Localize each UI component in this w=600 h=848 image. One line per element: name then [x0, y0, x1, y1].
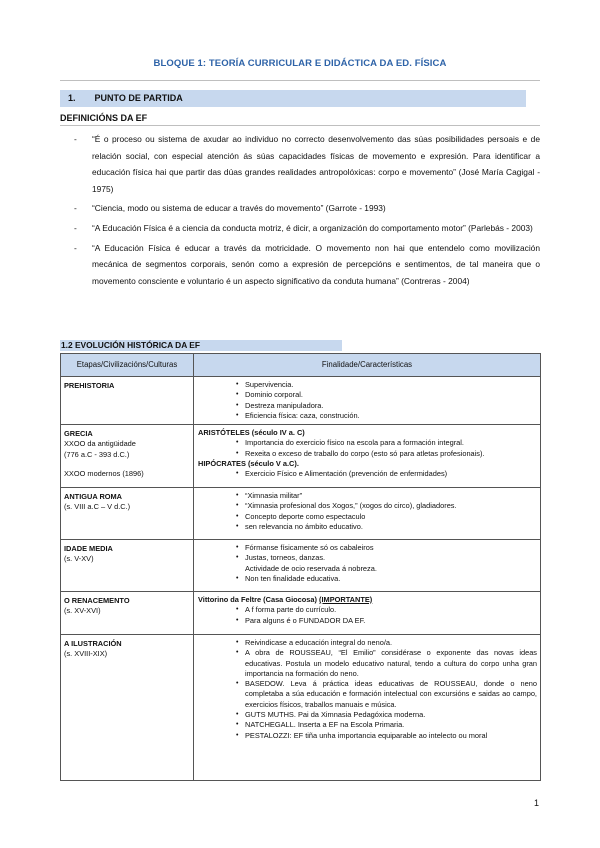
era-dates: (776 a.C - 393 d.C.) — [64, 449, 130, 459]
era-cell — [61, 488, 194, 540]
list-item: • Importancia do exercicio físico na escola para a formación integral. — [198, 438, 537, 448]
list-item: • NATCHEGALL. Inserta a EF na Escola Primaria. — [198, 720, 537, 730]
table-row — [61, 377, 541, 425]
list-item: • Eficiencia física: caza, construción. — [198, 411, 537, 421]
list-item-continuation: Actividade de ocio reservada á nobreza. — [245, 563, 377, 573]
bullet-list — [198, 469, 537, 479]
dash-marker: - — [74, 242, 77, 253]
characteristics-cell — [194, 488, 541, 540]
era-cell — [61, 635, 194, 781]
figure-heading — [198, 595, 537, 605]
column-header: Finalidade/Características — [194, 354, 541, 377]
list-item: • Fórmanse físicamente só os cabaleiros — [198, 543, 537, 553]
section-heading — [60, 90, 526, 107]
list-item: • PESTALOZZI: EF tiña unha importancia equiparable ao intelecto ou moral — [198, 731, 537, 741]
table-row — [61, 592, 541, 635]
table-row — [61, 540, 541, 592]
list-item: • Supervivencia. — [198, 380, 537, 390]
bullet-list — [198, 380, 537, 421]
era-dates: (s. VIII a.C – V d.C.) — [64, 502, 131, 512]
list-item: • Reivindicase a educación integral do neno/a. — [198, 638, 537, 648]
bullet-list — [198, 543, 537, 584]
page-number: 1 — [534, 798, 540, 808]
figure-heading: ARISTÓTELES (século IV a. C) — [198, 428, 305, 437]
list-item: • Destreza manipuladora. — [198, 401, 537, 411]
definitions-list — [74, 131, 540, 292]
characteristics-cell — [194, 377, 541, 425]
bullet-list — [198, 638, 537, 741]
era-cell — [61, 540, 194, 592]
bullet-list — [198, 438, 537, 459]
figure-heading: HIPÓCRATES (século V a.C). — [198, 458, 299, 468]
era-cell — [61, 425, 194, 488]
era-cell — [61, 592, 194, 635]
list-item: • GUTS MUTHS. Pai da Ximnasia Pedagóxica moderna. — [198, 710, 537, 720]
characteristics-cell — [194, 592, 541, 635]
important-tag: (IMPORTANTE) — [319, 595, 373, 604]
era-cell — [61, 377, 194, 425]
dash-marker: - — [74, 222, 77, 233]
spacer — [64, 460, 190, 469]
definition-text: “A Educación Física é educar a través da motricidade. O movemento non hai que entendelo como movilización mecánica de segmentos corporais, senón como a expresión de percepcións e sentimentos, de tal maneira que o movemento consciente e voluntario é un aspecto significativo da conduta humana” (Contreras - 2004) — [92, 242, 540, 286]
list-item: • A f forma parte do currículo. — [198, 605, 537, 615]
bullet-list — [198, 491, 537, 532]
era-name: ANTIGUA ROMA — [64, 492, 123, 501]
era-subtitle: XXOO da antigüidade — [64, 439, 136, 449]
section-number: 1. — [68, 93, 76, 103]
list-item: • Justas, torneos, danzas. — [198, 553, 537, 563]
title-divider — [60, 80, 540, 81]
definition-item — [74, 131, 540, 197]
list-item: • Para alguns é o FUNDADOR DA EF. — [198, 616, 537, 626]
history-table — [60, 353, 541, 781]
list-item: • A obra de ROUSSEAU, “El Emilio” considérase o exponente das novas ideas educativas. Postula un modelo educativo natural, tendo a cultura do corpo unha gran importancia na formación do neno. — [198, 648, 537, 679]
figure-name: Vittorino da Feltre (Casa Giocosa) — [198, 595, 317, 604]
list-item: • Rexeita o exceso de traballo do corpo (esto só para atletas profesionais). — [198, 449, 537, 459]
table-row — [61, 635, 541, 781]
table-row — [61, 488, 541, 540]
list-item: • BASEDOW. Leva á práctica ideas educativas de ROUSSEAU, donde o neno completaba a súa educación e formación intelectual con excursións e saidas ao campo, exercicios físicos, traballos manuais e música. — [198, 679, 537, 710]
era-name: GRECIA — [64, 429, 93, 438]
table-header-row — [61, 354, 541, 377]
definitions-heading: DEFINICIÓNS DA EF — [60, 113, 148, 123]
era-dates: (s. XVIII-XIX) — [64, 649, 108, 659]
era-name: IDADE MEDIA — [64, 544, 113, 553]
characteristics-cell — [194, 635, 541, 781]
list-item: • “Ximnasia militar” — [198, 491, 537, 501]
era-subtitle: XXOO modernos (1896) — [64, 468, 144, 478]
list-item: • Non ten finalidade educativa. — [198, 574, 537, 584]
dash-marker: - — [74, 203, 77, 214]
definition-item — [74, 240, 540, 290]
characteristics-cell — [194, 425, 541, 488]
era-name: A ILUSTRACIÓN — [64, 639, 122, 648]
era-dates: (s. XV-XVI) — [64, 606, 101, 616]
era-dates: (s. V-XV) — [64, 554, 94, 564]
era-name: PREHISTORIA — [64, 381, 115, 390]
era-name: O RENACEMENTO — [64, 596, 130, 605]
characteristics-cell — [194, 540, 541, 592]
dash-marker: - — [74, 134, 77, 144]
document-title: BLOQUE 1: TEORÍA CURRICULAR E DIDÁCTICA DA ED. FÍSICA — [153, 58, 447, 69]
definition-text: “É o proceso ou sistema de axudar ao individuo no correcto desenvolvemento das súas posibilidades persoais e de relación social, con especial atención ás súas capacidades físicas de movemento e expresión. Para identificar a educación física hai que partir das dúas grandes realidades antropolóxicas: corpo e movemento” (José María Cagigal - 1975) — [92, 134, 540, 194]
section-title: PUNTO DE PARTIDA — [94, 93, 183, 103]
definitions-divider — [60, 125, 540, 126]
definition-text: “Ciencia, modo ou sistema de educar a través do movemento” (Garrote - 1993) — [92, 203, 386, 214]
list-item: • Concepto deporte como espectaculo — [198, 512, 537, 522]
column-header: Etapas/Civilizacións/Culturas — [61, 354, 194, 377]
history-heading: 1.2 EVOLUCIÓN HISTÓRICA DA EF — [60, 340, 342, 351]
table-row — [61, 425, 541, 488]
definition-text: “A Educación Física é a ciencia da conducta motriz, é dicir, a organización do comportamento motor” (Parlebás - 2003) — [92, 222, 533, 233]
definition-item — [74, 200, 540, 217]
list-item: • Dominio corporal. — [198, 390, 537, 400]
list-item: • sen relevancia no ámbito educativo. — [198, 522, 537, 532]
list-item: • Exercicio Físico e Alimentación (prevención de enfermidades) — [198, 469, 537, 479]
bullet-list — [198, 605, 537, 626]
list-item: • “Ximnasia profesional dos Xogos,” (xogos do circo), gladiadores. — [198, 501, 537, 511]
definition-item — [74, 220, 540, 237]
